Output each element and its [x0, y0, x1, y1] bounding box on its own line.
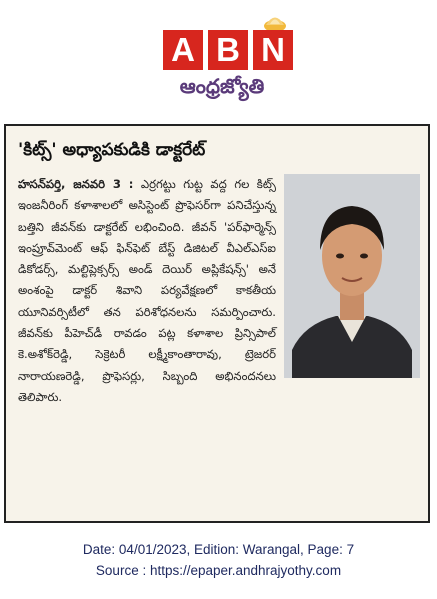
abn-letters — [163, 30, 293, 72]
logo-telugu-name: ఆంధ్రజ్యోతి — [179, 74, 265, 98]
author-photo — [284, 174, 420, 378]
article-body — [18, 174, 420, 408]
logo-letter-a: A — [163, 30, 203, 70]
news-clipping — [4, 124, 430, 523]
logo-letter-b: B — [208, 30, 248, 70]
article-dateline: హసన్‌పర్తి, జనవరి 3 : — [18, 177, 134, 191]
source-info: Source : https://epaper.andhrajyothy.com — [95, 563, 342, 578]
edition-info: Date: 04/01/2023, Edition: Warangal, Page: 7 — [82, 542, 355, 557]
logo-letter-n: N — [253, 30, 293, 70]
abn-andhrajyothy-logo — [0, 4, 437, 112]
article-headline: 'కిట్స్' అధ్యాపకుడికి డాక్టరేట్ — [18, 140, 206, 160]
article-text: ఎర్రగట్టు గుట్ట వద్ద గల కిట్స్ ఇంజనీరింగ్ కళాశాలలో అసిస్టెంట్ ప్రొఫెసర్‌గా పనిచేస్తున్న బత్తిని జీవన్‌కు డాక్టరేట్ లభించింది. జీవన్ 'పర్‌ఫార్మెన్స్ ఇంప్రూవ్‌మెంట్ ఆఫ్ ఫిన్‌ఫెట్ బేస్ట్ డిజిటల్ వీఎల్ఎస్ఐ డికోడర్స్, మల్టిప్లెక్సర్స్ అండ్ దెయిర్ అప్లికేషన్స్' అనే అంశంపై డాక్టర్ శివాని పర్యవేక్షణలో కాకతీయ యూనివర్సిటీలో తన పరిశోధనలను సమర్పించారు. జీవన్‌కు పీహెచ్‌డీ రావడం పట్ల కళాశాల ప్రిన్సిపాల్ కె.అశోక్‌రెడ్డి, సెక్రెటరీ లక్ష్మీకాంతారావు, ట్రెజరర్ నారాయణరెడ్డి, ప్రొఫెసర్లు, సిబ్బంది అభినందనలు తెలిపారు. — [18, 177, 276, 404]
portrait-illustration — [284, 174, 420, 378]
